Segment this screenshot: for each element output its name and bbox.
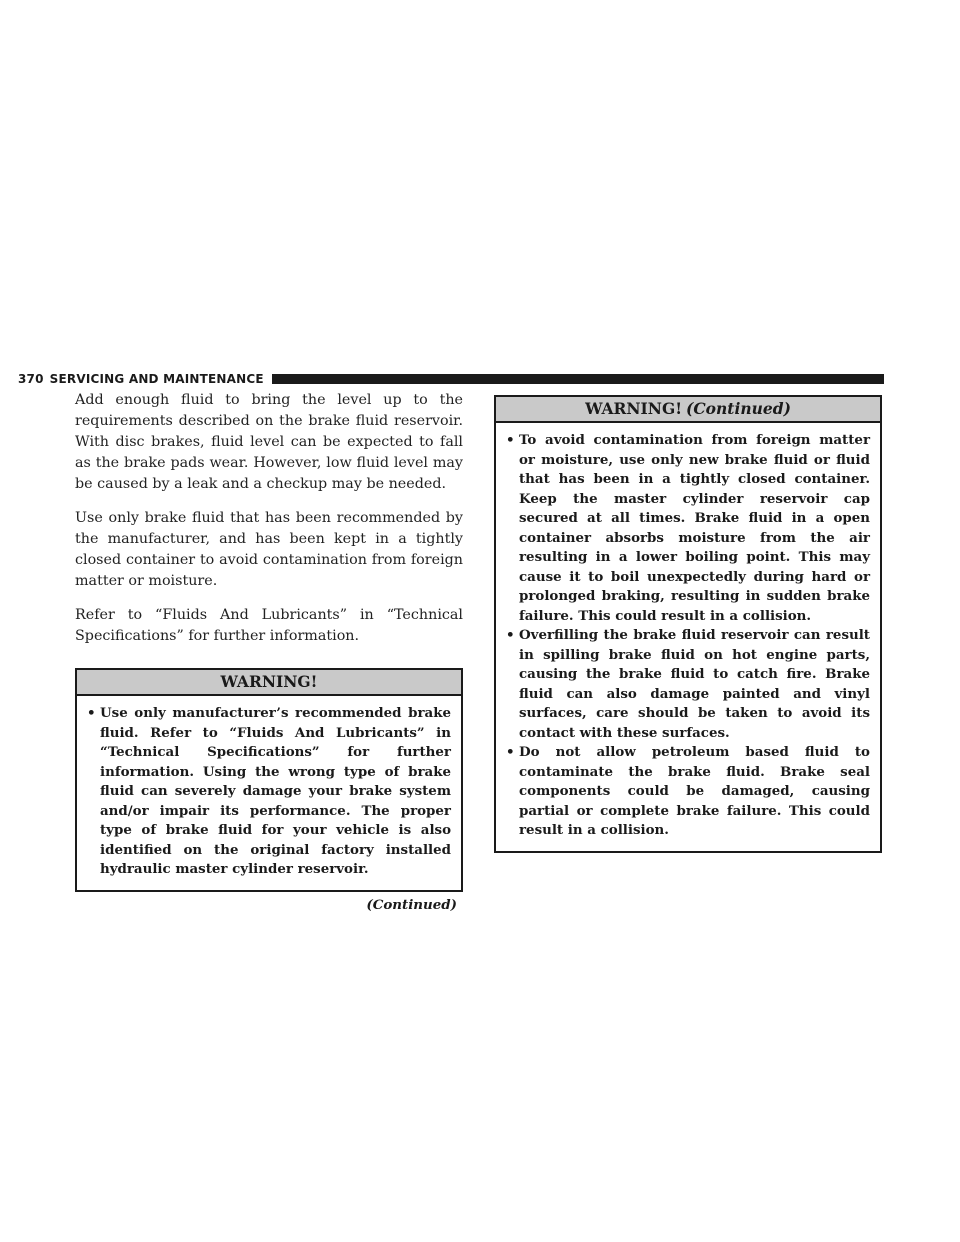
continued-label: (Continued)	[366, 896, 457, 913]
warning-item	[506, 743, 870, 841]
bullet-icon: •	[506, 432, 515, 448]
bullet-icon: •	[506, 744, 515, 760]
body-paragraph: Use only brake fluid that has been recommended by the manufacturer, and has been kept in a tightly closed container to avoid contamination from foreign matter or moisture.	[75, 510, 463, 589]
warning-title: WARNING!	[585, 399, 683, 418]
warning-item-text: Overfilling the brake fluid reservoir can result in spilling brake fluid on hot engine parts, causing the brake fluid to catch fire. Brake fluid can also damage painted and vinyl surfaces, care should be taken to avoid its contact with these surfaces.	[519, 627, 870, 741]
page-number: 370	[18, 372, 44, 386]
warning-item	[506, 431, 870, 626]
warning-title: WARNING!	[220, 672, 318, 691]
warning-box-continued	[494, 395, 882, 853]
warning-item-text: To avoid contamination from foreign matter or moisture, use only new brake fluid or fluid that has been in a tightly closed container. Keep the master cylinder reservoir cap secured at all times. Brake fluid in a open container absorbs moisture from the air resulting in a lower boiling point. This may cause it to boil unexpectedly during hard or prolonged braking, resulting in sudden brake failure. This could result in a collision.	[519, 432, 870, 624]
warning-heading	[496, 397, 880, 423]
warning-item	[506, 626, 870, 743]
body-paragraph: Add enough fluid to bring the level up to the requirements described on the brake fluid reservoir. With disc brakes, fluid level can be expected to fall as the brake pads wear. However, low fluid level may be caused by a leak and a checkup may be needed.	[75, 392, 463, 492]
header-rule	[272, 374, 884, 384]
warning-heading	[77, 670, 461, 696]
body-paragraph: Refer to “Fluids And Lubricants” in “Technical Specifications” for further information.	[75, 607, 463, 644]
warning-list	[77, 696, 461, 890]
bullet-icon: •	[506, 627, 515, 643]
warning-item-text: Use only manufacturer’s recommended brake fluid. Refer to “Fluids And Lubricants” in “Technical Specifications” for further information. Using the wrong type of brake fluid can severely damage your brake system and/or impair its performance. The proper type of brake fluid for your vehicle is also identified on the original factory installed hydraulic master cylinder reservoir.	[100, 705, 451, 877]
right-column	[494, 395, 882, 853]
left-column	[75, 390, 463, 913]
warning-item-text: Do not allow petroleum based fluid to contaminate the brake fluid. Brake seal components could be damaged, causing partial or complete brake failure. This could result in a collision.	[519, 744, 870, 838]
warning-list	[496, 423, 880, 851]
bullet-icon: •	[87, 705, 96, 721]
section-title: SERVICING AND MAINTENANCE	[49, 372, 264, 386]
warning-continued: (Continued)	[686, 399, 791, 418]
warning-item	[87, 704, 451, 880]
warning-box	[75, 668, 463, 892]
page-header	[18, 371, 884, 387]
